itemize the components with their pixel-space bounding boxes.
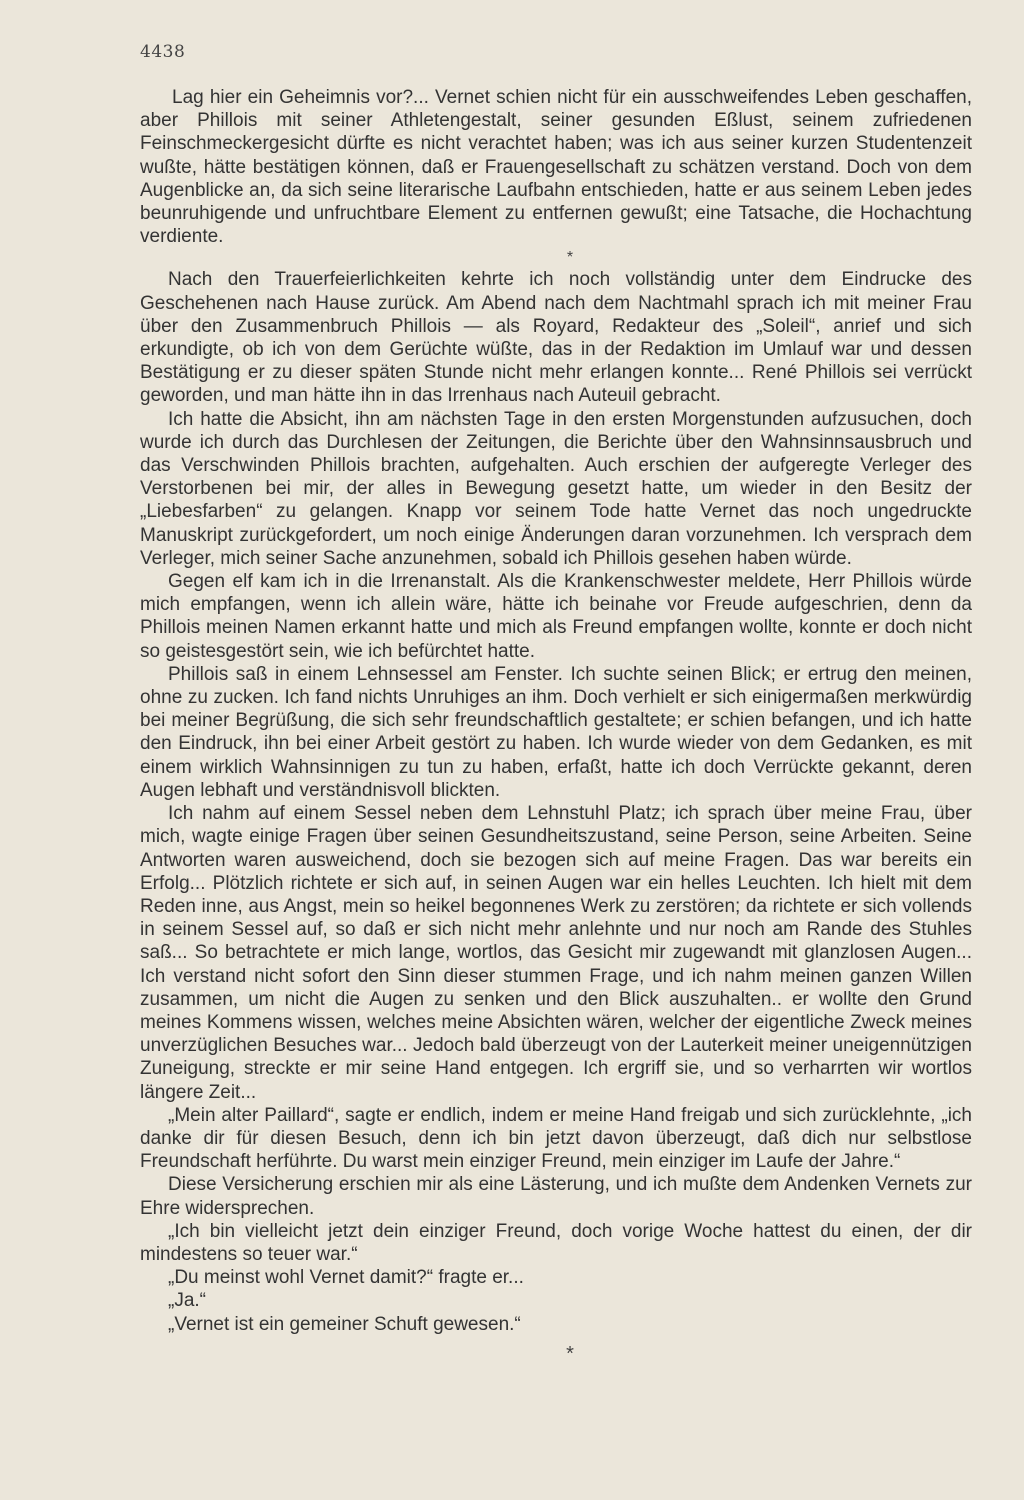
paragraph-11: „Ja.“	[168, 1290, 206, 1312]
section-separator: *	[566, 249, 574, 267]
page-number: 4438	[140, 42, 186, 62]
paragraph-12: „Vernet ist ein gemeiner Schuft gewesen.“	[168, 1313, 521, 1335]
paragraph-10: „Du meinst wohl Vernet damit?“ fragte er...	[168, 1267, 524, 1289]
paragraph-5: Phillois saß in einem Lehnsessel am Fenster. Ich suchte seinen Blick; er ertrug den meinen, ohne zu zucken. Ich fand nichts Unruhiges an ihm. Doch verhielt er sich einigermaßen merkwürdig bei meiner Begrüßung, die sich sehr freundschaftlich gestaltete; er schien befangen, und ich hatte den Eindruck, ihn bei einer Arbeit gestört zu haben. Ich wurde wieder von dem Gedanken, es mit einem wirklich Wahnsinnigen zu tun zu haben, erfaßt, hatte ich doch Verrückte gekannt, deren Augen lebhaft und verständnisvoll blickten.	[140, 663, 972, 801]
paragraph-3: Ich hatte die Absicht, ihn am nächsten Tage in den ersten Morgenstunden aufzusuchen, doch wurde ich durch das Durchlesen der Zeitungen, die Berichte über den Wahnsinnsausbruch und das Verschwinden Phillois brachten, aufgehalten. Auch erschien der aufgeregte Verleger des Verstorbenen bei mir, der alles in Bewegung gesetzt hatte, um wieder in den Besitz der „Liebesfarben“ zu gelangen. Knapp vor seinem Tode hatte Vernet das noch ungedruckte Manuskript zurückgefordert, um noch einige Änderungen daran vorzunehmen. Ich versprach dem Verleger, mich seiner Sache anzunehmen, sobald ich Phillois gesehen haben würde.	[140, 408, 972, 569]
paragraph-6: Ich nahm auf einem Sessel neben dem Lehnstuhl Platz; ich sprach über meine Frau, über mich, wagte einige Fragen über seinen Gesundheitszustand, seine Person, seine Arbeiten. Seine Antworten waren ausweichend, doch sie bezogen sich auf meine Fragen. Das war bereits ein Erfolg... Plötzlich richtete er sich auf, in seinen Augen war ein helles Leuchten. Ich hielt mit dem Reden inne, aus Angst, mein so heikel begonnenes Werk zu zerstören; da richtete er sich vollends in seinem Sessel auf, so daß er sich nicht mehr anlehnte und nur noch am Rande des Stuhles saß... So betrachtete er mich lange, wortlos, das Gesicht mir zugewandt mit glanzlosen Augen... Ich verstand nicht sofort den Sinn dieser stummen Frage, und ich nahm meinen ganzen Willen zusammen, um nicht die Augen zu senken und den Blick auszuhalten.. er wollte den Grund meines Kommens wissen, welches meine Absichten wären, welcher der eigentliche Zweck meines unverzüglichen Besuches war... Jedoch bald überzeugt von der Lauterkeit meiner uneigennützigen Zuneigung, streckte er mir seine Hand entgegen. Ich ergriff sie, und so verharrten wir wortlos längere Zeit...	[140, 803, 972, 1103]
end-separator: *	[566, 1342, 574, 1365]
paragraph-2: Nach den Trauerfeierlichkeiten kehrte ich noch vollständig unter dem Eindrucke des Geschehenen nach Hause zurück. Am Abend nach dem Nachtmahl sprach ich mit meiner Frau über den Zusammenbruch Phillois — als Royard, Redakteur des „Soleil“, anrief und sich erkundigte, ob ich von dem Gerüchte wüßte, das in der Redaktion im Umlauf war und dessen Bestätigung er zu dieser späten Stunde nicht mehr erlangen konnte... René Phillois sei verrückt geworden, und man hätte ihn in das Irrenhaus nach Auteuil gebracht.	[140, 269, 972, 407]
paragraph-1: Lag hier ein Geheimnis vor?... Vernet schien nicht für ein ausschweifendes Leben geschaffen, aber Phillois mit seiner Athletengestalt, seiner gesunden Eßlust, seinem zufriedenen Feinschmeckergesicht dürfte es nicht verachtet haben; was ich aus seiner kurzen Studentenzeit wußte, hätte bestätigen können, daß er Frauengesellschaft zu schätzen verstand. Doch von dem Augenblicke an, da sich seine literarische Laufbahn entschieden, hatte er aus seinem Leben jedes beunruhigende und unfruchtbare Element zu entfernen gewußt; eine Tatsache, die Hochachtung verdiente.	[140, 87, 972, 248]
paragraph-7: „Mein alter Paillard“, sagte er endlich, indem er meine Hand freigab und sich zurücklehnte, „ich danke dir für diesen Besuch, denn ich bin jetzt davon überzeugt, daß dich nur selbstlose Freundschaft herführte. Du warst mein einziger Freund, mein einziger im Laufe der Jahre.“	[140, 1104, 972, 1173]
paragraph-9: „Ich bin vielleicht jetzt dein einziger Freund, doch vorige Woche hattest du einen, der dir mindestens so teuer war.“	[140, 1220, 972, 1265]
body-text	[140, 86, 972, 1368]
paragraph-4: Gegen elf kam ich in die Irrenanstalt. Als die Krankenschwester meldete, Herr Phillois würde mich empfangen, wenn ich allein wäre, hätte ich beinahe vor Freude aufgeschrien, denn da Phillois meinen Namen erkannt hatte und mich als Freund empfangen wollte, konnte er doch nicht so geistesgestört sein, wie ich befürchtet hatte.	[140, 571, 972, 662]
paragraph-8: Diese Versicherung erschien mir als eine Lästerung, und ich mußte dem Andenken Vernets zur Ehre widersprechen.	[140, 1174, 972, 1219]
